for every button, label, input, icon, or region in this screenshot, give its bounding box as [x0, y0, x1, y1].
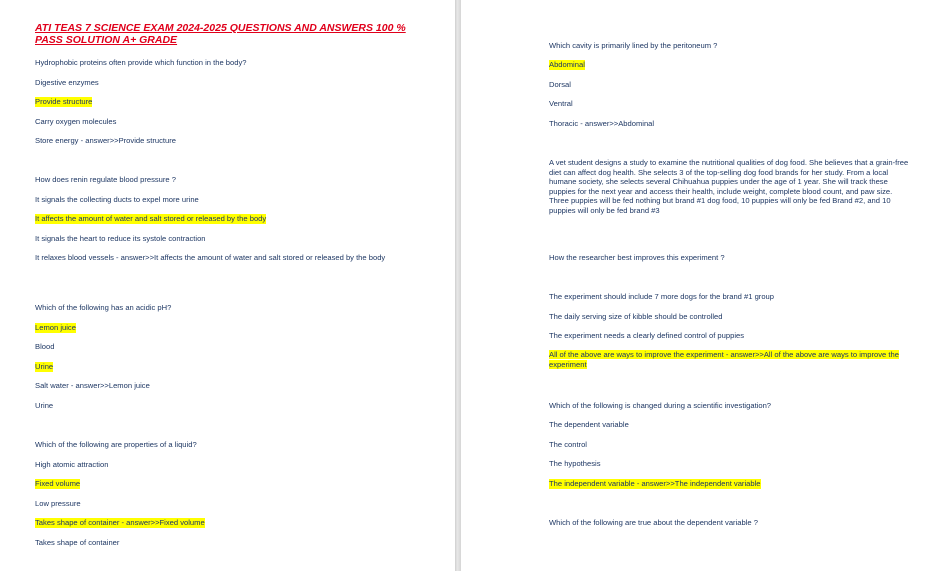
answer-line: Thoracic - answer>>Abdominal	[549, 119, 655, 128]
answer-option-highlighted: Fixed volume	[35, 479, 81, 488]
answer-option: It signals the collecting ducts to expel more urine	[35, 195, 199, 204]
answer-option: Ventral	[549, 99, 573, 108]
answer-option: The control	[549, 440, 587, 449]
answer-line: Store energy - answer>>Provide structure	[35, 136, 176, 145]
answer-option: Takes shape of container	[35, 538, 120, 547]
answer-option: High atomic attraction	[35, 460, 109, 469]
document-page-left	[0, 0, 455, 571]
question-text: Which of the following are properties of a liquid?	[35, 440, 197, 449]
answer-option: The daily serving size of kibble should be controlled	[549, 312, 723, 321]
question-text: Hydrophobic proteins often provide which function in the body?	[35, 58, 247, 67]
answer-line-highlighted: The independent variable - answer>>The independent variable	[549, 479, 761, 488]
answer-option-highlighted: Provide structure	[35, 97, 93, 106]
question-text: How the researcher best improves this experiment ?	[549, 253, 725, 262]
answer-line-highlighted: Takes shape of container - answer>>Fixed volume	[35, 518, 205, 527]
question-text: Which of the following has an acidic pH?	[35, 303, 172, 312]
answer-option: Carry oxygen molecules	[35, 117, 117, 126]
answer-option: The experiment should include 7 more dogs for the brand #1 group	[549, 292, 774, 301]
answer-option: The experiment needs a clearly defined control of puppies	[549, 331, 745, 340]
answer-option-highlighted: It affects the amount of water and salt stored or released by the body	[35, 214, 267, 223]
answer-option-highlighted: Urine	[35, 362, 54, 371]
question-text: Which cavity is primarily lined by the peritoneum ?	[549, 41, 718, 50]
question-text: Which of the following is changed during a scientific investigation?	[549, 401, 772, 410]
answer-option-highlighted: Abdominal	[549, 60, 585, 69]
answer-line: Salt water - answer>>Lemon juice	[35, 381, 150, 390]
answer-option: It signals the heart to reduce its systole contraction	[35, 234, 206, 243]
answer-option: Digestive enzymes	[35, 78, 99, 87]
highlighted-text: All of the above are ways to improve the experiment - answer>>All of the above are ways to improve the experiment	[549, 350, 899, 369]
answer-option-highlighted: Lemon juice	[35, 323, 76, 332]
answer-option: Blood	[35, 342, 55, 351]
answer-line-highlighted	[549, 350, 909, 369]
answer-option: The hypothesis	[549, 459, 601, 468]
answer-option: Low pressure	[35, 499, 81, 508]
question-text: Which of the following are true about the dependent variable ?	[549, 518, 758, 527]
answer-option: Dorsal	[549, 80, 571, 89]
answer-line: It relaxes blood vessels - answer>>It affects the amount of water and salt stored or released by the body	[35, 253, 386, 262]
answer-option: The dependent variable	[549, 420, 629, 429]
question-text: How does renin regulate blood pressure ?	[35, 175, 176, 184]
answer-option: Urine	[35, 401, 54, 410]
document-page-right	[461, 0, 926, 571]
scenario-paragraph: A vet student designs a study to examine the nutritional qualities of dog food. She believes that a grain-free diet can affect dog health. She selects 3 of the top-selling dog food brands for her study. From a local humane society, she selects several Chihuahua puppies under the age of 1 year. She will track these puppies for the next year and access their health, include weight, complete blood count, and paw size. Three puppies will be fed nothing but brand #1 dog food, 10 puppies will only be fed Brand #2, and 10 puppies will only be fed brand #3	[549, 158, 909, 215]
document-title: ATI TEAS 7 SCIENCE EXAM 2024-2025 QUESTIONS AND ANSWERS 100 % PASS SOLUTION A+ GRADE	[35, 22, 406, 46]
